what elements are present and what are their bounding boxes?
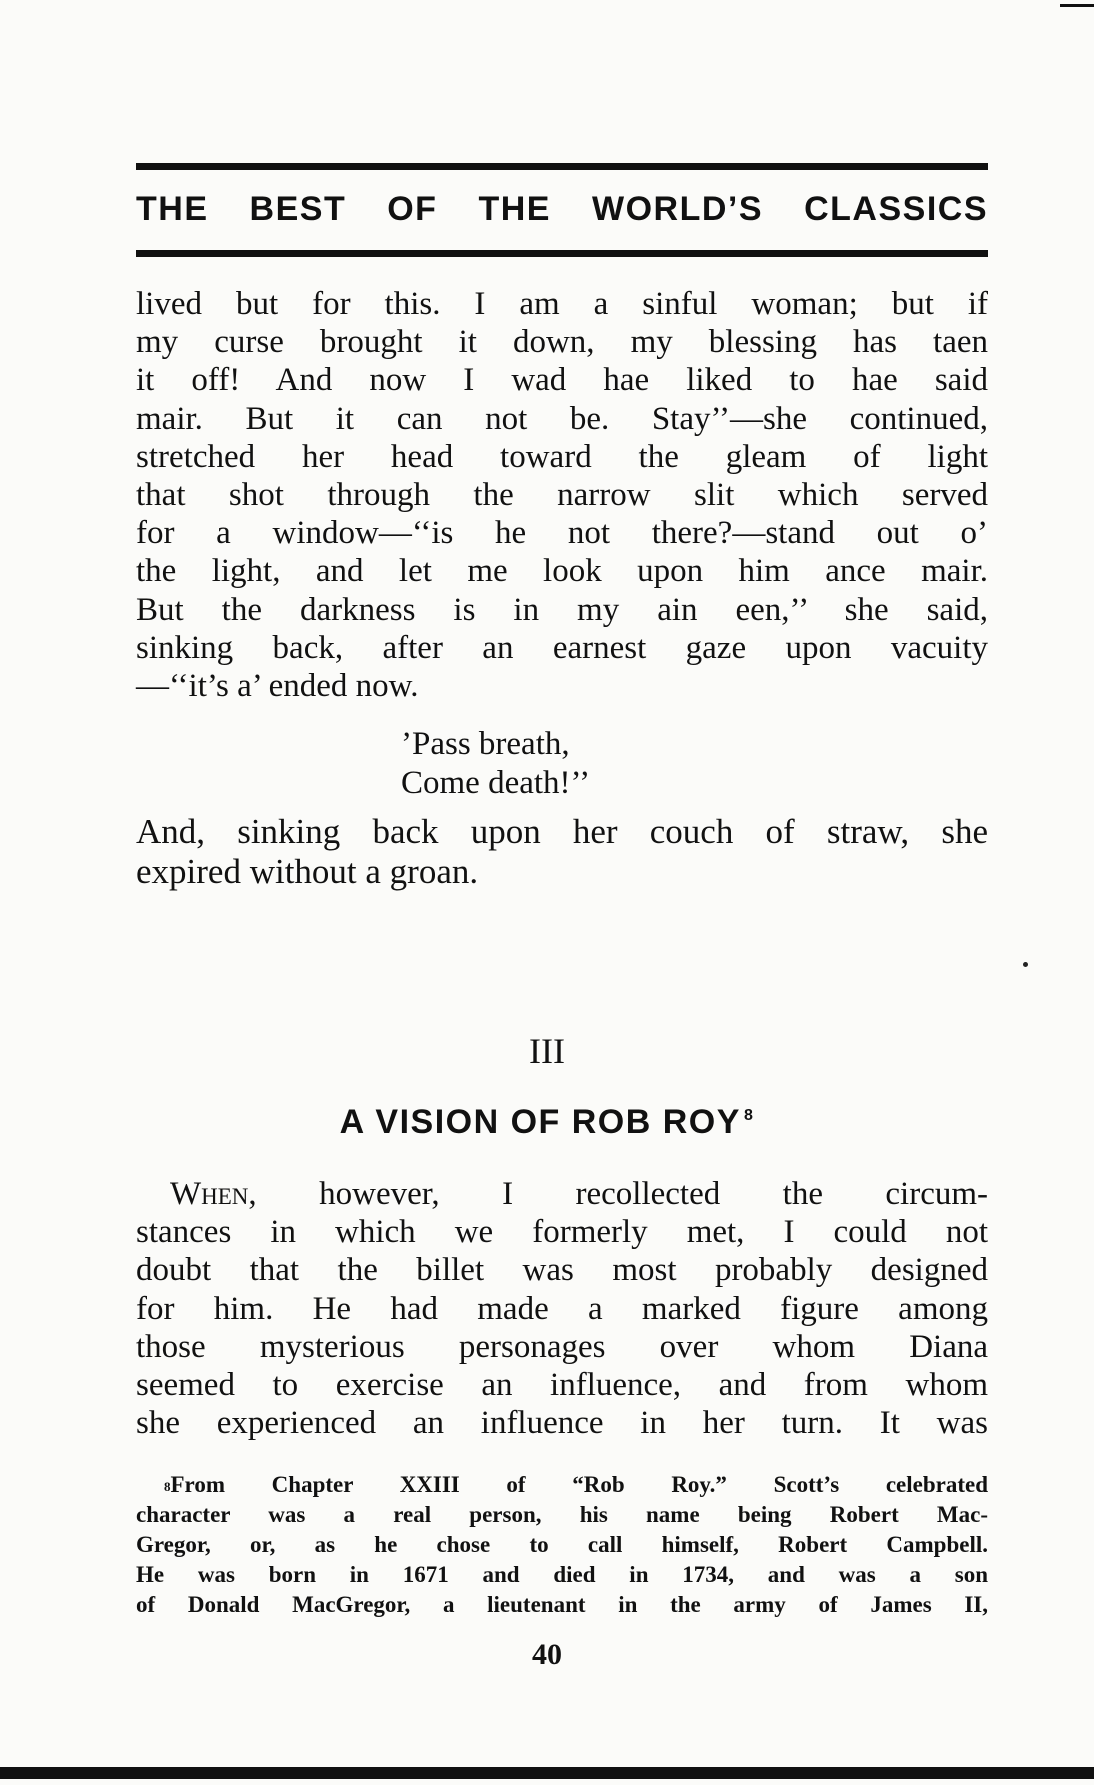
verse-quote [401, 725, 590, 803]
text-line: And, sinking back upon her couch of straw, she [136, 812, 988, 851]
text-line: —‘‘it’s a’ ended now. [136, 667, 419, 704]
footnote-line: Gregor, or, as he chose to call himself, Robert Campbell. [136, 1532, 988, 1557]
text-line: expired without a groan. [136, 852, 479, 891]
footnote-line: of Donald MacGregor, a lieutenant in the army of James II, [136, 1592, 988, 1617]
text-line: But the darkness is in my ain een,’’ she said, [136, 591, 988, 628]
paragraph-rob-roy [136, 1175, 988, 1442]
text-line: those mysterious personages over whom Diana [136, 1328, 988, 1365]
text-line: for a window—‘‘is he not there?—stand out o’ [136, 515, 988, 552]
text-line: stances in which we formerly met, I could not [136, 1214, 988, 1251]
verse-line: ’Pass breath, [401, 726, 570, 762]
text-line: When, however, I recollected the circum- [170, 1176, 989, 1212]
chapter-title-text: A VISION OF ROB ROY [339, 1103, 741, 1141]
text-line: for him. He had made a marked figure among [136, 1290, 988, 1327]
text-line: she experienced an influence in her turn. It was [136, 1405, 988, 1442]
text-line: it off! And now I wad hae liked to hae said [136, 362, 988, 399]
text-line: sinking back, after an earnest gaze upon vacuity [136, 629, 988, 666]
text-line: the light, and let me look upon him ance mair. [136, 553, 988, 590]
footnote-line: He was born in 1671 and died in 1734, and was a son [136, 1562, 988, 1587]
text-line: seemed to exercise an influence, and from whom [136, 1366, 988, 1403]
paragraph-expiry [136, 812, 988, 892]
text-line: stretched her head toward the gleam of light [136, 438, 988, 475]
text-line: my curse brought it down, my blessing has taen [136, 324, 988, 361]
drop-word: When, [170, 1176, 257, 1212]
bottom-border [0, 1767, 1094, 1779]
corner-mark [1060, 4, 1094, 7]
page-number: 40 [532, 1638, 562, 1671]
chapter-title [0, 1103, 1094, 1142]
text-line: mair. But it can not be. Stay’’—she continued, [136, 400, 988, 437]
running-head: THE BEST OF THE WORLD’S CLASSICS [136, 190, 988, 228]
text-line: doubt that the billet was most probably designed [136, 1252, 988, 1289]
footnote-line: $^8$From Chapter XXIII of “Rob Roy.” Scott’s celebrated [164, 1472, 988, 1497]
header-rule-bottom [136, 250, 988, 257]
text-line: that shot through the narrow slit which served [136, 476, 988, 513]
text-line: lived but for this. I am a sinful woman; but if [136, 286, 988, 322]
ink-speck [1023, 962, 1028, 967]
footnote-line: character was a real person, his name being Robert Mac- [136, 1502, 988, 1527]
chapter-number: III [529, 1031, 565, 1071]
footnote-mark: 8 [164, 1479, 171, 1494]
footnote-reference: 8 [743, 1107, 755, 1124]
header-rule-top [136, 163, 988, 170]
verse-line: Come death!’’ [401, 765, 591, 801]
paragraph-dying-speech [136, 285, 988, 705]
footnote [136, 1470, 988, 1620]
